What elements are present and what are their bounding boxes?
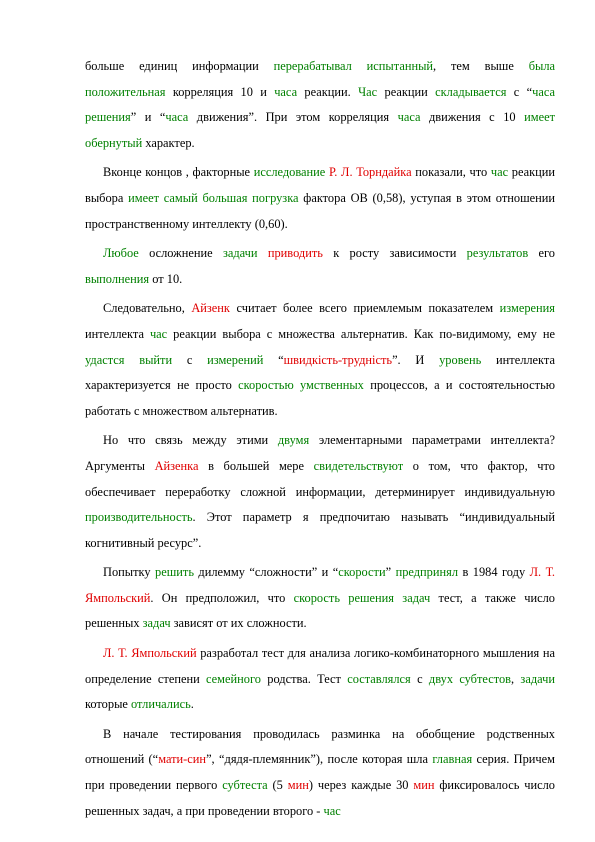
text-run: родства. Тест bbox=[260, 671, 348, 686]
highlighted-word-green: часа bbox=[274, 84, 298, 99]
highlighted-word-red: приводить bbox=[267, 246, 323, 261]
highlighted-word-green: скоростью умственных bbox=[238, 378, 364, 393]
highlighted-word-green: часа bbox=[397, 110, 421, 125]
highlighted-word-red: мати-син bbox=[158, 752, 207, 767]
text-run: в 1984 году bbox=[458, 565, 530, 580]
text-run: реакции bbox=[377, 84, 436, 99]
highlighted-word-green: была положительная bbox=[85, 59, 555, 99]
text-run: фактора ОВ (0,58), уступая в этом отношении пространственному интеллекту (0,60). bbox=[85, 190, 556, 231]
text-run: серия. Причем при проведении первого bbox=[85, 752, 555, 793]
highlighted-word-green: перерабатывал испытанный bbox=[273, 59, 434, 73]
paragraph bbox=[85, 641, 555, 718]
highlighted-word-red: Л. Т. Ямпольский bbox=[85, 565, 555, 605]
highlighted-word-green: задачи bbox=[520, 671, 555, 686]
text-run: разработал тест для анализа логико-комбинаторного мышления на определение степени bbox=[85, 646, 555, 686]
paragraph bbox=[85, 722, 555, 824]
text-run: больше единиц информации bbox=[85, 59, 274, 73]
highlighted-word-green: задачи bbox=[222, 246, 258, 261]
text-run: . bbox=[190, 697, 194, 712]
text-run: в большей мере bbox=[198, 458, 314, 473]
highlighted-word-green: имеет самый большая погрузка bbox=[128, 190, 299, 205]
highlighted-word-green: двух субтестов bbox=[428, 671, 512, 686]
highlighted-word-green: часа решения bbox=[85, 84, 555, 125]
text-run: движения”. При этом корреляция bbox=[188, 110, 398, 125]
text-run: от 10. bbox=[149, 271, 183, 286]
text-run: . Этот параметр я предпочитаю называть “индивидуальный когнитивный ресурс”. bbox=[85, 510, 555, 550]
highlighted-word-green: субтеста bbox=[222, 778, 268, 793]
text-run: которые bbox=[85, 697, 131, 712]
text-run: ”, “дядя-племянник”), после которая шла bbox=[206, 752, 433, 767]
paragraph bbox=[85, 241, 555, 292]
highlighted-word-green: Любое bbox=[103, 246, 139, 261]
text-run: осложнение bbox=[138, 246, 223, 261]
text-run: элементарными параметрами интеллекта? Аргументы bbox=[85, 433, 555, 473]
text-run: ” bbox=[385, 565, 396, 580]
text-run: к росту зависимости bbox=[322, 246, 467, 261]
text-run: с bbox=[172, 352, 208, 367]
text-run: движения с 10 bbox=[420, 110, 525, 125]
text-run: процессов, а и состоятельностью работать с множеством альтернатив. bbox=[85, 378, 555, 418]
paragraph bbox=[85, 160, 555, 237]
text-run: показали, что bbox=[411, 165, 491, 180]
highlighted-word-red: швидкість-трудність bbox=[283, 352, 393, 367]
highlighted-word-green: производительность bbox=[85, 510, 193, 525]
highlighted-word-green: исследование bbox=[253, 165, 326, 180]
highlighted-word-green: часа bbox=[165, 110, 189, 125]
text-run: корреляция 10 и bbox=[165, 84, 275, 99]
text-run: интеллекта bbox=[85, 326, 150, 341]
highlighted-word-green: результатов bbox=[466, 246, 529, 261]
text-run: с “ bbox=[506, 84, 533, 99]
highlighted-word-green: измерений bbox=[207, 352, 264, 367]
highlighted-word-green: главная bbox=[432, 752, 473, 767]
highlighted-word-green: скорости bbox=[338, 565, 386, 580]
text-run: Но что связь между этими bbox=[103, 433, 278, 448]
text-run: зависят от их сложности. bbox=[170, 616, 307, 631]
text-run: с bbox=[410, 671, 429, 686]
highlighted-word-green: складывается bbox=[435, 84, 507, 99]
highlighted-word-green: уровень bbox=[439, 352, 482, 367]
highlighted-word-green: двумя bbox=[277, 433, 310, 448]
highlighted-word-red: Л. Т. Ямпольский bbox=[103, 646, 197, 661]
paragraph bbox=[85, 560, 555, 637]
text-run: (5 bbox=[267, 778, 288, 793]
text-run: ”. И bbox=[392, 352, 440, 367]
text-run: ” и “ bbox=[130, 110, 166, 125]
highlighted-word-red: Р. Л. Торндайка bbox=[328, 165, 412, 180]
highlighted-word-red: Айзенка bbox=[154, 458, 199, 473]
text-run: , bbox=[511, 671, 521, 686]
highlighted-word-green: скорость решения задач bbox=[293, 590, 431, 605]
highlighted-word-red: мин bbox=[413, 778, 435, 793]
paragraph bbox=[85, 296, 555, 424]
text-run: реакции выбора с множества альтернатив. Как по-видимому, ему не bbox=[167, 326, 556, 341]
text-run: ) через каждые 30 bbox=[308, 778, 414, 793]
highlighted-word-green: свидетельствуют bbox=[313, 458, 404, 473]
highlighted-word-green: отличались bbox=[131, 697, 191, 712]
text-run: “ bbox=[263, 352, 284, 367]
highlighted-word-green: выполнения bbox=[85, 271, 150, 286]
highlighted-word-green: час bbox=[323, 803, 341, 818]
text-run bbox=[258, 246, 268, 260]
text-run: реакции выбора bbox=[85, 165, 556, 205]
text-run: В начале тестирования проводилась разминка на обобщение родственных отношений (“ bbox=[85, 726, 555, 767]
paragraph bbox=[85, 54, 555, 156]
highlighted-word-green: семейного bbox=[206, 671, 261, 686]
text-run: . Он предположил, что bbox=[150, 590, 294, 605]
highlighted-word-green: задач bbox=[142, 616, 171, 631]
highlighted-word-red: мин bbox=[287, 778, 309, 793]
highlighted-word-green: измерения bbox=[499, 301, 555, 316]
highlighted-word-green: решить bbox=[155, 565, 194, 580]
highlighted-word-green: удастся выйти bbox=[85, 352, 173, 367]
text-run: о том, что фактор, что обеспечивает переработку сложной информации, детерминирует индивидуальную bbox=[85, 458, 555, 499]
text-run: Следовательно, bbox=[103, 301, 192, 316]
text-run: считает более всего приемлемым показателем bbox=[229, 301, 500, 316]
text-run: , тем выше bbox=[433, 59, 529, 73]
highlighted-word-green: Час bbox=[358, 84, 378, 99]
highlighted-word-green: час bbox=[149, 326, 168, 341]
text-run: фиксировалось число решенных задач, а при проведении второго - bbox=[85, 778, 555, 818]
highlighted-word-green: предпринял bbox=[395, 565, 459, 580]
text-run: реакции. bbox=[297, 84, 359, 99]
paragraph bbox=[85, 428, 555, 556]
highlighted-word-green: имеет обернутый bbox=[85, 110, 555, 150]
highlighted-word-green: составлялся bbox=[347, 671, 411, 686]
text-run: дилемму “сложности” и “ bbox=[193, 565, 339, 580]
text-run: Вконце концов , факторные bbox=[103, 165, 254, 180]
text-run: тест, а также число решенных bbox=[85, 590, 555, 631]
highlighted-word-red: Айзенк bbox=[191, 301, 230, 316]
text-run: характер. bbox=[142, 135, 195, 150]
document-body bbox=[85, 54, 555, 824]
text-run: Попытку bbox=[103, 565, 156, 580]
text-run: интеллекта характеризуется не просто bbox=[85, 352, 555, 393]
highlighted-word-green: час bbox=[490, 165, 509, 180]
text-run: его bbox=[528, 246, 555, 261]
